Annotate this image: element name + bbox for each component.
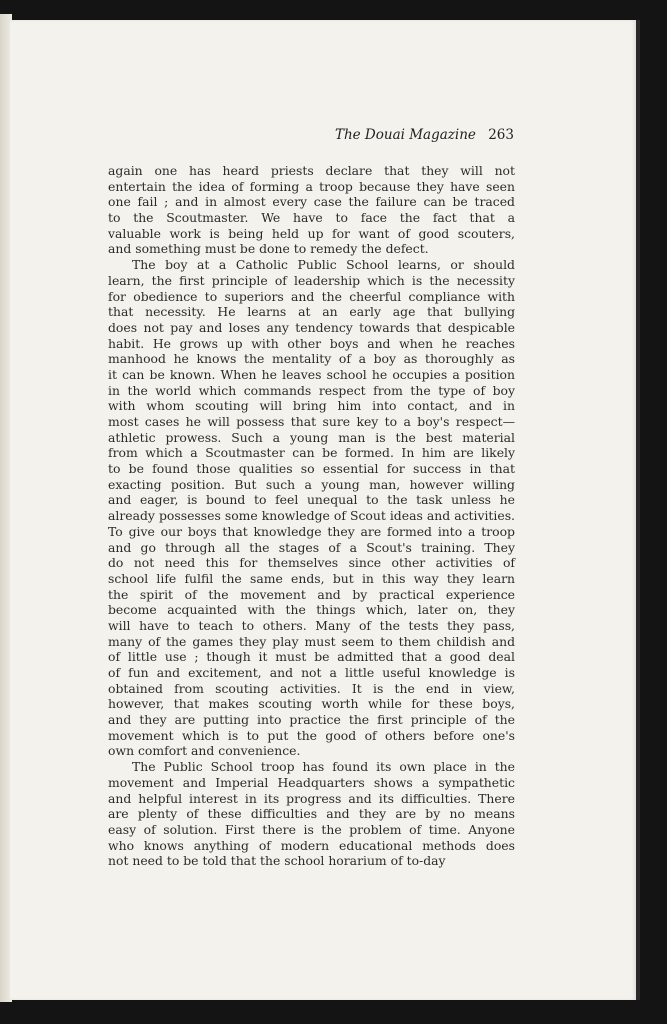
page-number: 263: [488, 127, 514, 143]
paragraph: [108, 257, 515, 759]
paragraph: [108, 759, 515, 869]
text-line: are plenty of these difficulties and they are by no means: [108, 806, 515, 822]
text-line: for obedience to superiors and the cheerful compliance with: [108, 288, 515, 304]
text-line: and go through all the stages of a Scout's training. They: [108, 539, 515, 555]
text-line: will have to teach to others. Many of the tests they pass,: [108, 617, 515, 633]
text-line: entertain the idea of forming a troop because they have seen: [108, 178, 515, 194]
body-text: [108, 163, 515, 869]
text-line: manhood he knows the mentality of a boy as thoroughly as: [108, 351, 515, 367]
text-line: valuable work is being held up for want of good scouters,: [108, 225, 515, 241]
text-line: that necessity. He learns at an early age that bullying: [108, 304, 515, 320]
text-line: it can be known. When he leaves school he occupies a position: [108, 366, 515, 382]
text-line: The Public School troop has found its own place in the: [132, 759, 515, 775]
text-line: again one has heard priests declare that they will not: [108, 163, 515, 178]
text-line: to be found those qualities so essential for success in that: [108, 461, 515, 477]
text-line: from which a Scoutmaster can be formed. In him are likely: [108, 445, 515, 461]
text-line: does not pay and loses any tendency towards that despicable: [108, 319, 515, 335]
text-line: to the Scoutmaster. We have to face the fact that a: [108, 210, 515, 226]
text-line: learn, the first principle of leadership which is the necessity: [108, 272, 515, 288]
text-line: of little use ; though it must be admitted that a good deal: [108, 649, 515, 665]
text-line: and helpful interest in its progress and its difficulties. There: [108, 790, 515, 806]
text-line: in the world which commands respect from the type of boy: [108, 382, 515, 398]
text-line: the spirit of the movement and by practical experience: [108, 586, 515, 602]
text-line: become acquainted with the things which, later on, they: [108, 602, 515, 618]
text-line: and eager, is bound to feel unequal to the task unless he: [108, 492, 515, 508]
running-head: [300, 127, 514, 143]
text-line: obtained from scouting activities. It is the end in view,: [108, 680, 515, 696]
text-line: do not need this for themselves since other activities of: [108, 555, 515, 571]
text-line: easy of solution. First there is the problem of time. Anyone: [108, 821, 515, 837]
text-line: own comfort and convenience.: [108, 743, 301, 759]
text-line: movement and Imperial Headquarters shows a sympathetic: [108, 774, 515, 790]
page-edge: [636, 20, 640, 1000]
text-line: The boy at a Catholic Public School learns, or should: [132, 257, 515, 273]
text-line: however, that makes scouting worth while for these boys,: [108, 696, 515, 712]
text-line: of fun and excitement, and not a little useful knowledge is: [108, 665, 515, 680]
text-line: exacting position. But such a young man, however willing: [108, 476, 515, 492]
text-line: athletic prowess. Such a young man is the best material: [108, 429, 515, 445]
text-line: many of the games they play must seem to them childish and: [108, 633, 515, 649]
paragraph: [108, 163, 515, 257]
text-line: who knows anything of modern educational methods does: [108, 837, 515, 853]
text-line: habit. He grows up with other boys and when he reaches: [108, 335, 515, 351]
text-line: movement which is to put the good of others before one's: [108, 727, 515, 743]
text-line: not need to be told that the school horarium of to-day: [108, 853, 446, 869]
text-line: already possesses some knowledge of Scout ideas and activities.: [108, 508, 515, 524]
journal-title: The Douai Magazine: [334, 127, 476, 143]
text-line: school life fulfil the same ends, but in this way they learn: [108, 570, 515, 586]
text-line: most cases he will possess that sure key to a boy's respect—: [108, 414, 515, 429]
text-line: and something must be done to remedy the defect.: [108, 241, 429, 257]
text-line: and they are putting into practice the first principle of the: [108, 712, 515, 728]
text-line: one fail ; and in almost every case the failure can be traced: [108, 194, 515, 210]
text-line: To give our boys that knowledge they are formed into a troop: [108, 523, 515, 539]
text-line: with whom scouting will bring him into contact, and in: [108, 398, 515, 414]
